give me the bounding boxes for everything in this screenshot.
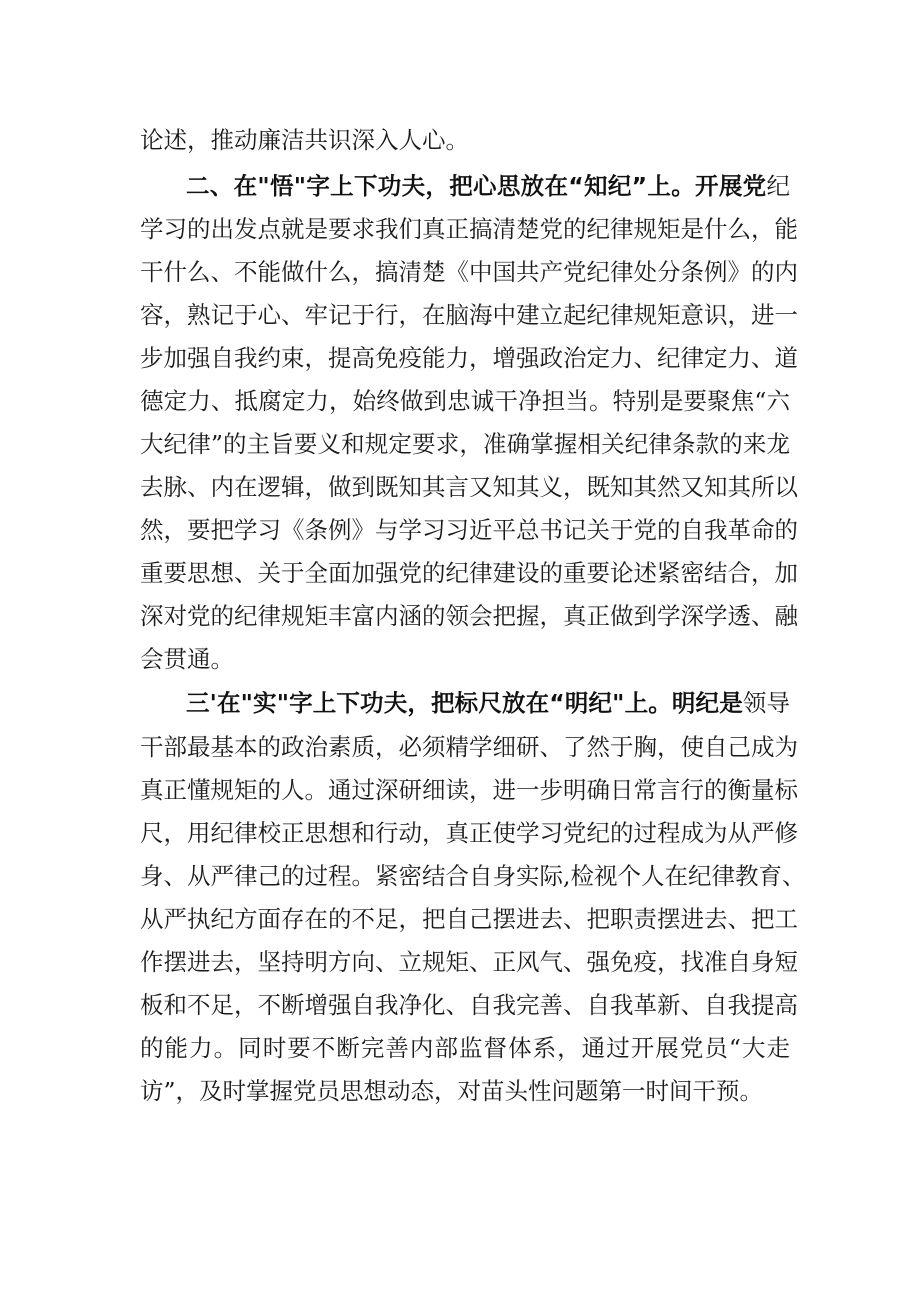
section-2-heading: 二、在"悟"字上下功夫，把心思放在“知纪”上。开展党 <box>186 172 767 200</box>
paragraph-2-line: 德定力、抵腐定力，始终做到忠诚干净担当。特别是要聚焦“六 <box>140 387 790 415</box>
paragraph-2-line: 容，熟记于心、牢记于行，在脑海中建立起纪律规矩意识，进一 <box>140 301 798 329</box>
paragraph-2-line: 步加强自我约束，提高免疫能力，增强政治定力、纪律定力、道 <box>140 344 798 372</box>
paragraph-3-line: 的能力。同时要不断完善内部监督体系，通过开展党员“大走 <box>140 1034 790 1062</box>
paragraph-3-line: 真正懂规矩的人。通过深研细读，进一步明确日常言行的衡量标 <box>140 776 798 804</box>
paragraph-3-line: 干部最基本的政治素质，必须精学细研、了然于胸，使自己成为 <box>140 733 798 761</box>
paragraph-2-line: 大纪律”的主旨要义和规定要求，准确掌握相关纪律条款的来龙 <box>140 430 790 458</box>
paragraph-2-line: 会贯通。 <box>140 645 234 673</box>
paragraph-3-line: 作摆进去，坚持明方向、立规矩、正风气、强免疫，找准自身短 <box>140 948 798 976</box>
paragraph-2-line: 重要思想、关于全面加强党的纪律建设的重要论述紧密结合，加 <box>140 559 798 587</box>
section-3-first-line-tail: 领导 <box>742 689 790 717</box>
paragraph-2-line: 学习的出发点就是要求我们真正搞清楚党的纪律规矩是什么，能 <box>140 215 798 243</box>
paragraph-3-first-line <box>186 686 790 720</box>
paragraph-3-line: 尺，用纪律校正思想和行动，真正使学习党纪的过程成为从严修 <box>140 819 798 847</box>
paragraph-3-line: 板和不足，不断增强自我净化、自我完善、自我革新、自我提高 <box>140 991 798 1019</box>
paragraph-3-line: 身、从严律己的过程。紧密结合自身实际,检视个人在纪律教育、 <box>140 862 806 890</box>
paragraph-2-line: 干什么、不能做什么，搞清楚《中国共产党纪律处分条例》的内 <box>140 258 798 286</box>
section-3-heading: 三'在"实"字上下功夫，把标尺放在“明纪"上。明纪是 <box>186 689 743 717</box>
paragraph-2-first-line <box>186 169 790 203</box>
paragraph-2-line: 去脉、内在逻辑，做到既知其言又知其义，既知其然又知其所以 <box>140 473 798 501</box>
section-2-first-line-tail: 纪 <box>766 172 790 200</box>
paragraph-1-line: 论述，推动廉洁共识深入人心。 <box>140 126 469 154</box>
paragraph-3-line: 从严执纪方面存在的不足，把自己摆进去、把职责摆进去、把工 <box>140 905 798 933</box>
paragraph-3-line: 访”，及时掌握党员思想动态，对苗头性问题第一时间干预。 <box>140 1077 764 1105</box>
paragraph-2-line: 深对党的纪律规矩丰富内涵的领会把握，真正做到学深学透、融 <box>140 602 798 630</box>
paragraph-2-line: 然，要把学习《条例》与学习习近平总书记关于党的自我革命的 <box>140 516 798 544</box>
